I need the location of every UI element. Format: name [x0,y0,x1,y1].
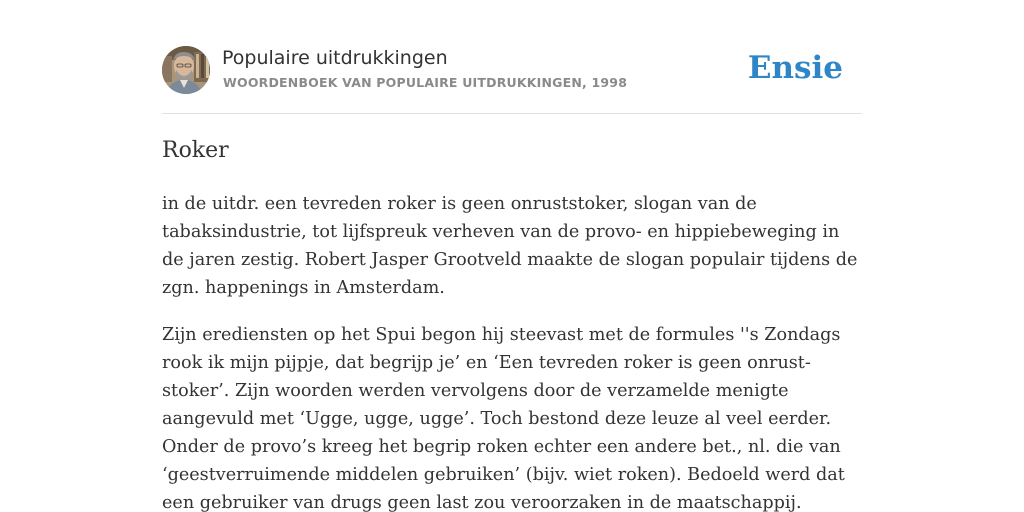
entry-paragraph: in de uitdr. een tevreden roker is geen onruststoker, slogan van de tabaksindustrie, tot lijfspreuk verheven van de provo- en hippiebeweging in de jaren zestig. Robert Jasper Grootveld maakte de slogan populair tijdens de zgn. happenings in Amsterdam. [162,194,858,298]
source-title[interactable]: Populaire uitdrukkingen [222,47,448,69]
source-header [162,46,862,96]
header-divider [162,113,862,114]
avatar-portrait-icon [162,46,210,94]
entry-body [162,190,862,512]
entry-title: Roker [162,138,229,163]
entry-paragraph: Zijn erediensten op het Spui begon hij steevast met de formules ''s Zondags rook ik mijn pijpje, dat begrijp je’ en ‘Een tevreden roker is geen onrust-stoker’. Zijn woorden werden vervolgens door de verzamelde menigte aangevuld met ‘Ugge, ugge, ugge’. Toch bestond deze leuze al veel eerder. Onder de provo’s kreeg het begrip roken echter een andere bet., nl. die van ‘geestverruimende middelen gebruiken’ (bijv. wiet roken). Bedoeld werd dat een gebruiker van drugs geen last zou veroorzaken in de maatschappij. [162,325,845,512]
ensie-logo[interactable]: Ensie [747,50,843,86]
author-avatar[interactable] [162,46,210,94]
source-subtitle: WOORDENBOEK VAN POPULAIRE UITDRUKKINGEN, 1998 [223,75,628,90]
